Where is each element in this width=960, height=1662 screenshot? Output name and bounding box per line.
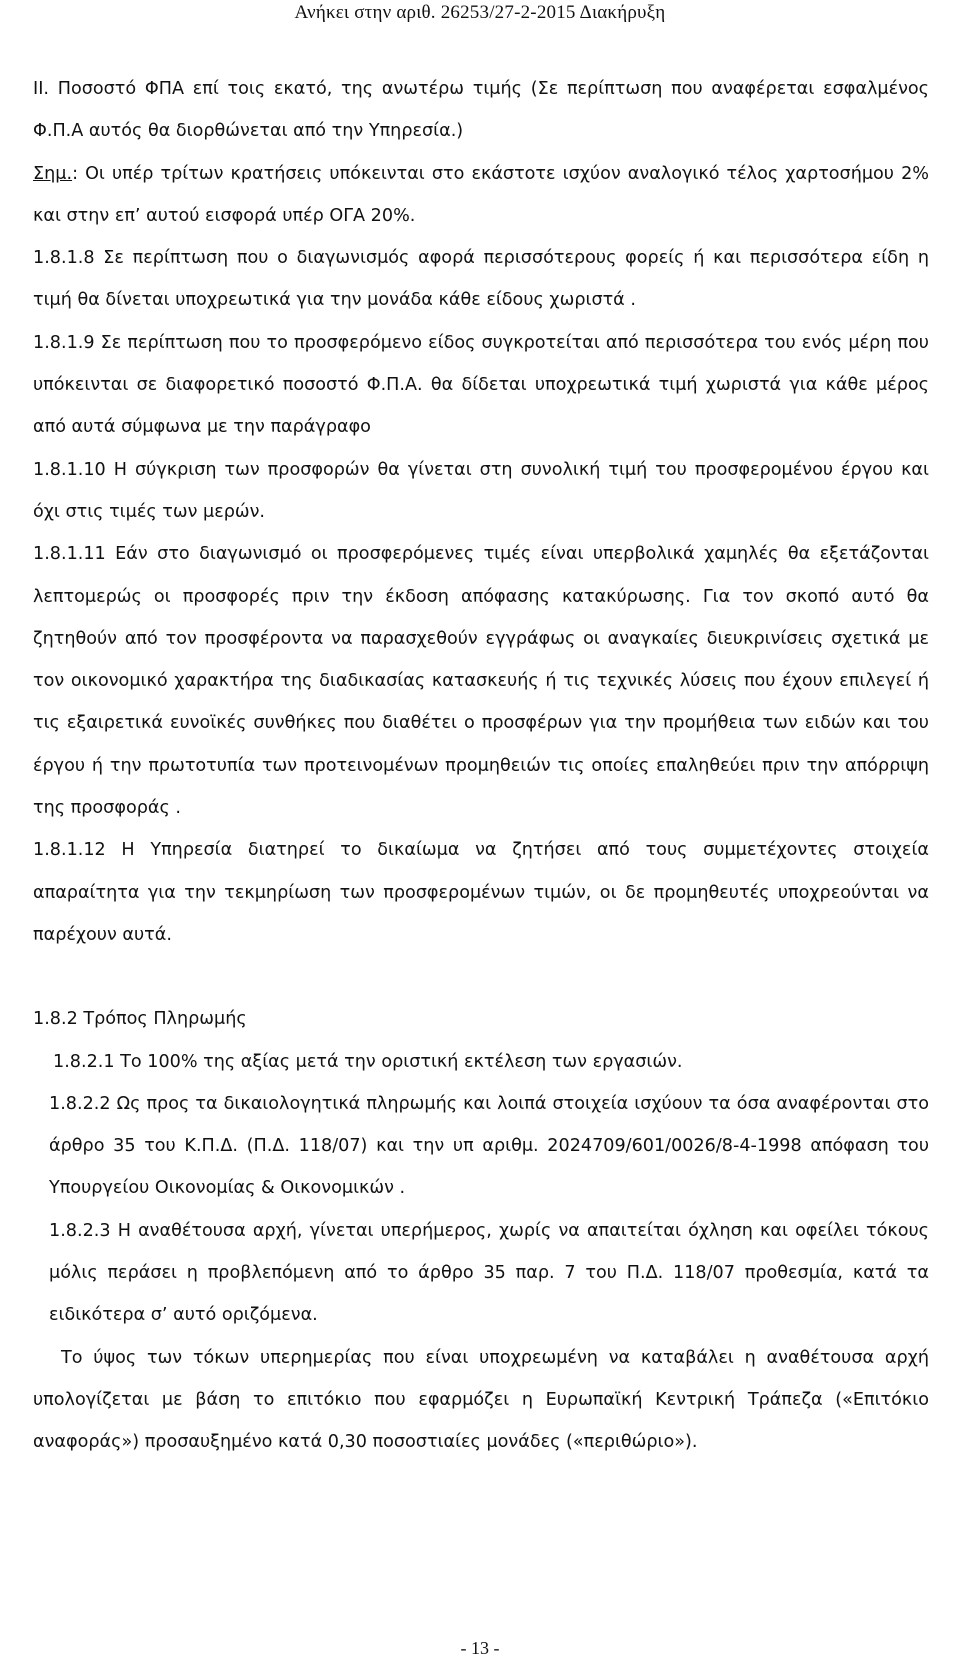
paragraph-1-8-1-8: 1.8.1.8 Σε περίπτωση που ο διαγωνισμός αφορά περισσότερους φορείς ή και περισσότερα είδη η τιμή θα δίνεται υποχρεωτικά για την μονάδα κάθε είδους χωριστά . (33, 248, 929, 311)
document-header: Ανήκει στην αριθ. 26253/27-2-2015 Διακήρυξη (294, 2, 666, 23)
spacer (33, 956, 929, 998)
paragraph-1-8-1-9: 1.8.1.9 Σε περίπτωση που το προσφερόμενο είδος συγκροτείται από περισσότερα του ενός μέρη που υπόκεινται σε διαφορετικό ποσοστό Φ.Π.Α. θα δίδεται υποχρεωτικά τιμή χωριστά για κάθε μέρος από αυτά σύμφωνα με την παράγραφο (33, 332, 929, 438)
paragraph-1-8-1-10: 1.8.1.10 Η σύγκριση των προσφορών θα γίνεται στη συνολική τιμή του προσφερομένου έργου και όχι στις τιμές των μερών. (33, 459, 929, 522)
paragraph-interest: Το ύψος των τόκων υπερημερίας που είναι υποχρεωμένη να καταβάλει η αναθέτουσα αρχή υπολογίζεται με βάση το επιτόκιο που εφαρμόζει η Ευρωπαϊκή Κεντρική Τράπεζα («Επιτόκιο αναφοράς») προσαυξημένο κατά 0,30 ποσοστιαίες μονάδες («περιθώριο»). (33, 1347, 929, 1453)
paragraph-1-8-2-2: 1.8.2.2 Ως προς τα δικαιολογητικά πληρωμής και λοιπά στοιχεία ισχύουν τα όσα αναφέρονται στο άρθρο 35 του Κ.Π.Δ. (Π.Δ. 118/07) και την υπ αριθμ. 2024709/601/0026/8-4-1998 απόφαση του Υπουργείου Οικονομίας & Οικονομικών . (49, 1093, 929, 1199)
paragraph-1-8-2-1: 1.8.2.1 Το 100% της αξίας μετά την οριστική εκτέλεση των εργασιών. (53, 1051, 683, 1072)
paragraph-note (33, 153, 929, 238)
paragraph-1-8-2-3: 1.8.2.3 Η αναθέτουσα αρχή, γίνεται υπερήμερος, χωρίς να απαιτείται όχληση και οφείλει τόκους μόλις περάσει η προβλεπόμενη από το άρθρο 35 παρ. 7 του Π.Δ. 118/07 προθεσμία, κατά τα ειδικότερα σ’ αυτό οριζόμενα. (49, 1220, 929, 1326)
page-number: - 13 - (460, 1638, 500, 1658)
paragraph-1-8-1-11: 1.8.1.11 Εάν στο διαγωνισμό οι προσφερόμενες τιμές είναι υπερβολικά χαμηλές θα εξετάζονται λεπτομερώς οι προσφορές πριν την έκδοση απόφασης κατακύρωσης. Για τον σκοπό αυτό θα ζητηθούν από τον προσφέροντα να παρασχεθούν εγγράφως οι αναγκαίες διευκρινίσεις σχετικά με τον οικονομικό χαρακτήρα της διαδικασίας κατασκευής ή τις τεχνικές λύσεις που έχουν επιλεγεί ή τις εξαιρετικά ευνοϊκές συνθήκες που διαθέτει ο προσφέρων για την προμήθεια των ειδών και του έργου ή την πρωτοτυπία των προτεινομένων προμηθειών τις οποίες επαληθεύει πριν την απόρριψη της προσφοράς . (33, 544, 929, 819)
paragraph-1-8-1-12: 1.8.1.12 Η Υπηρεσία διατηρεί το δικαίωμα να ζητήσει από τους συμμετέχοντες στοιχεία απαραίτητα για την τεκμηρίωση των προσφερομένων τιμών, οι δε προμηθευτές υποχρεούνται να παρέχουν αυτά. (33, 840, 929, 945)
paragraph-vat: ΙΙ. Ποσοστό ΦΠΑ επί τοις εκατό, της ανωτέρω τιμής (Σε περίπτωση που αναφέρεται εσφαλμένος Φ.Π.Α αυτός θα διορθώνεται από την Υπηρεσία.) (33, 79, 929, 142)
section-heading-payment: 1.8.2 Τρόπος Πληρωμής (33, 1009, 247, 1030)
note-label: Σημ. (33, 163, 73, 184)
note-text: : Οι υπέρ τρίτων κρατήσεις υπόκεινται στο εκάστοτε ισχύον αναλογικό τέλος χαρτοσήμου 2% και στην επ’ αυτού εισφορά υπέρ ΟΓΑ 20%. (33, 163, 929, 226)
document-body (33, 68, 929, 1464)
